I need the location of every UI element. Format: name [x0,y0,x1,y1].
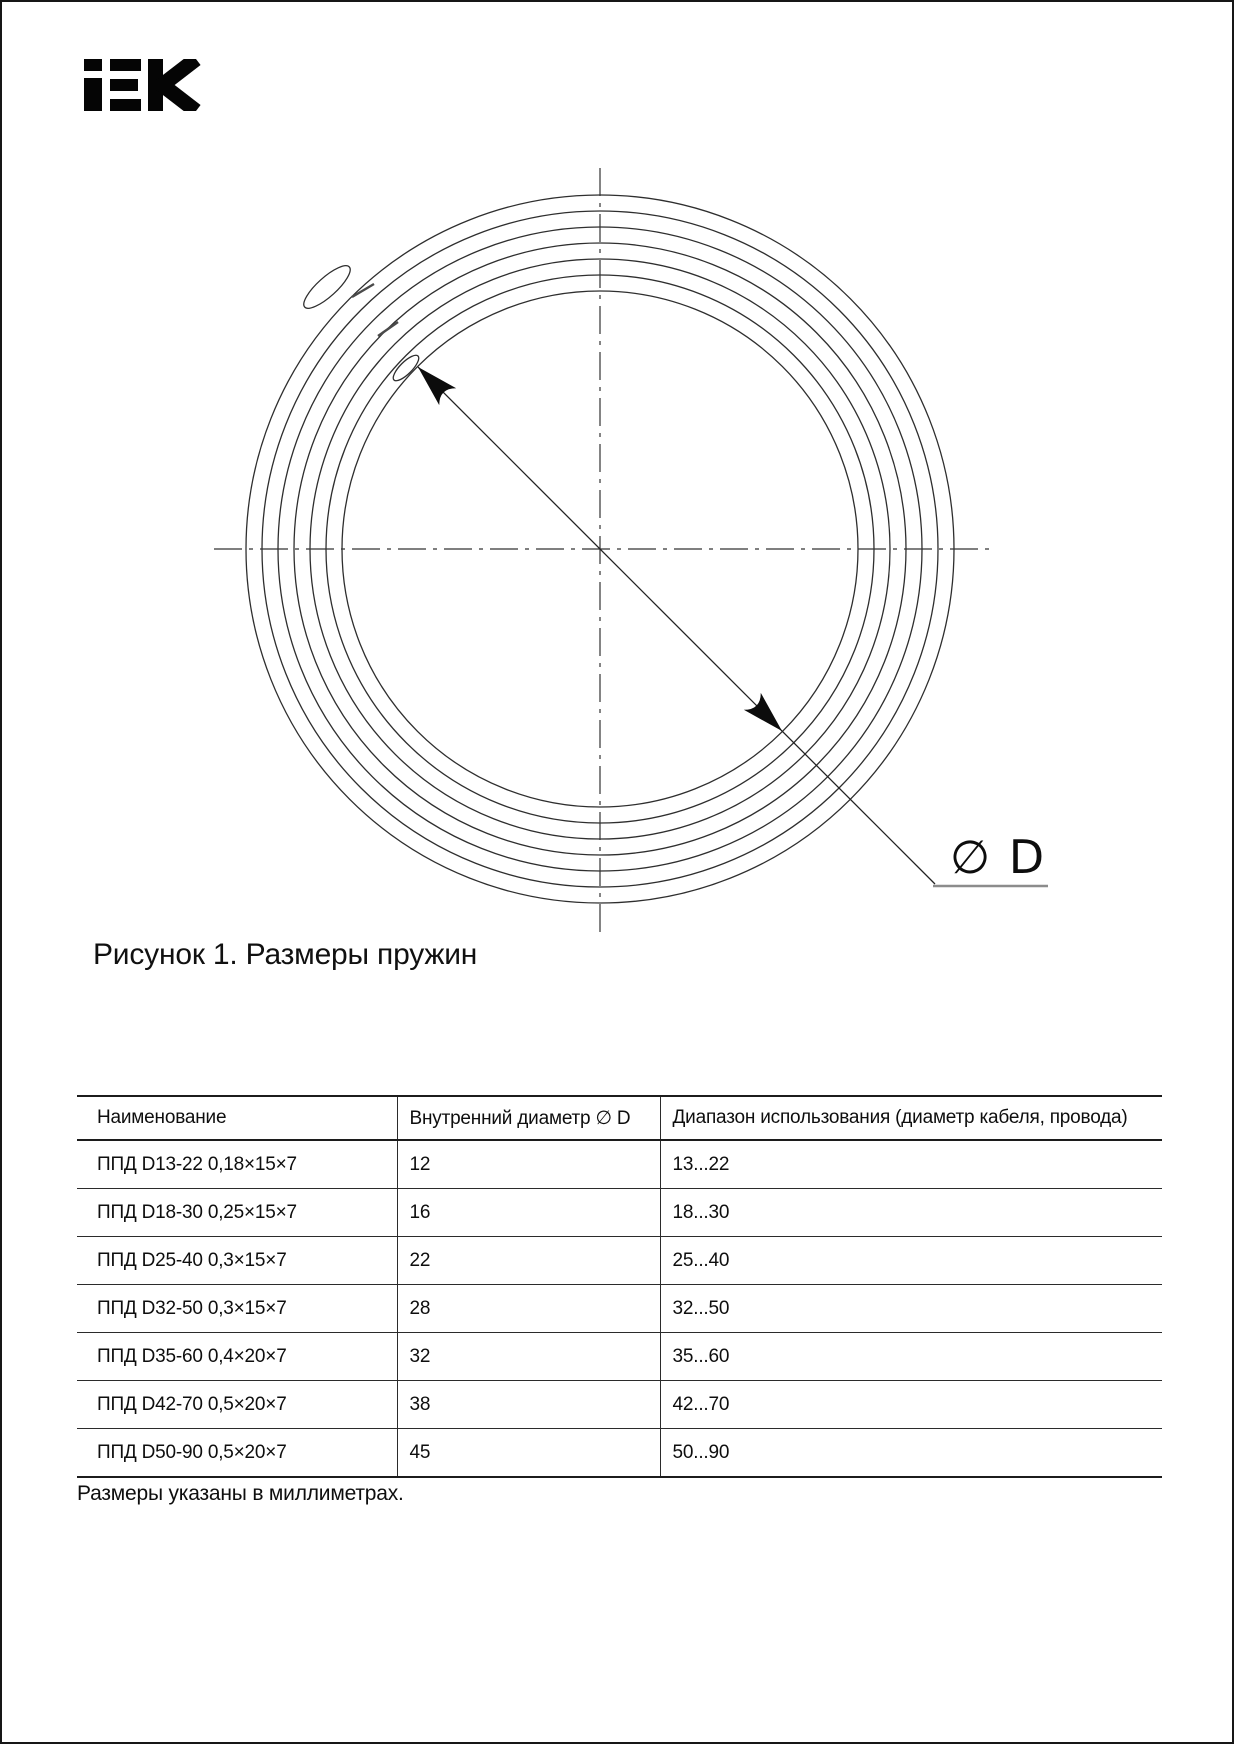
column-header-inner-diameter: Внутренний диаметр ∅ D [397,1096,660,1140]
column-header-usage-range: Диапазон использования (диаметр кабеля, провода) [660,1096,1162,1140]
table-header-row [77,1096,1162,1140]
cell-name: ППД D42-70 0,5×20×7 [77,1381,397,1429]
cell-usage-range: 42...70 [660,1381,1162,1429]
diameter-dimension-label: ∅ D [950,830,1047,884]
cell-inner-diameter: 22 [397,1237,660,1285]
table-row [77,1429,1162,1478]
figure-caption: Рисунок 1. Размеры пружин [93,938,478,971]
cell-usage-range: 32...50 [660,1285,1162,1333]
spring-drawing [2,2,1234,1012]
cell-usage-range: 35...60 [660,1333,1162,1381]
cell-usage-range: 50...90 [660,1429,1162,1478]
cell-name: ППД D50-90 0,5×20×7 [97,1441,287,1463]
table-row [77,1381,1162,1429]
cell-inner-diameter: 45 [397,1429,660,1478]
cell-name: ППД D13-22 0,18×15×7 [77,1140,397,1189]
diameter-dimension [410,359,1048,886]
cell-name: ППД D25-40 0,3×15×7 [77,1237,397,1285]
cell-inner-diameter: 38 [397,1381,660,1429]
outer-wire-end-hook [298,260,355,314]
table-row [77,1140,1162,1189]
dimension-line [418,367,935,884]
cell-inner-diameter: 32 [397,1333,660,1381]
cell-inner-diameter: 12 [397,1140,660,1189]
column-header-name: Наименование [77,1096,397,1140]
cell-name: ППД D32-50 0,3×15×7 [77,1285,397,1333]
cell-usage-range: 25...40 [660,1237,1162,1285]
cell-usage-range: 18...30 [660,1189,1162,1237]
cell-name: ППД D35-60 0,4×20×7 [77,1333,397,1381]
cell-inner-diameter: 16 [397,1189,660,1237]
table-row [77,1189,1162,1237]
table-row [77,1237,1162,1285]
table-footnote: Размеры указаны в миллиметрах. [77,1482,404,1505]
cell-name: ППД D18-30 0,25×15×7 [77,1189,397,1237]
cell-usage-range: 13...22 [660,1140,1162,1189]
wire-overlap-mark [378,322,398,336]
table-row [77,1333,1162,1381]
table-row [77,1285,1162,1333]
cell-inner-diameter: 28 [397,1285,660,1333]
spring-sizes-table [77,1095,1162,1478]
